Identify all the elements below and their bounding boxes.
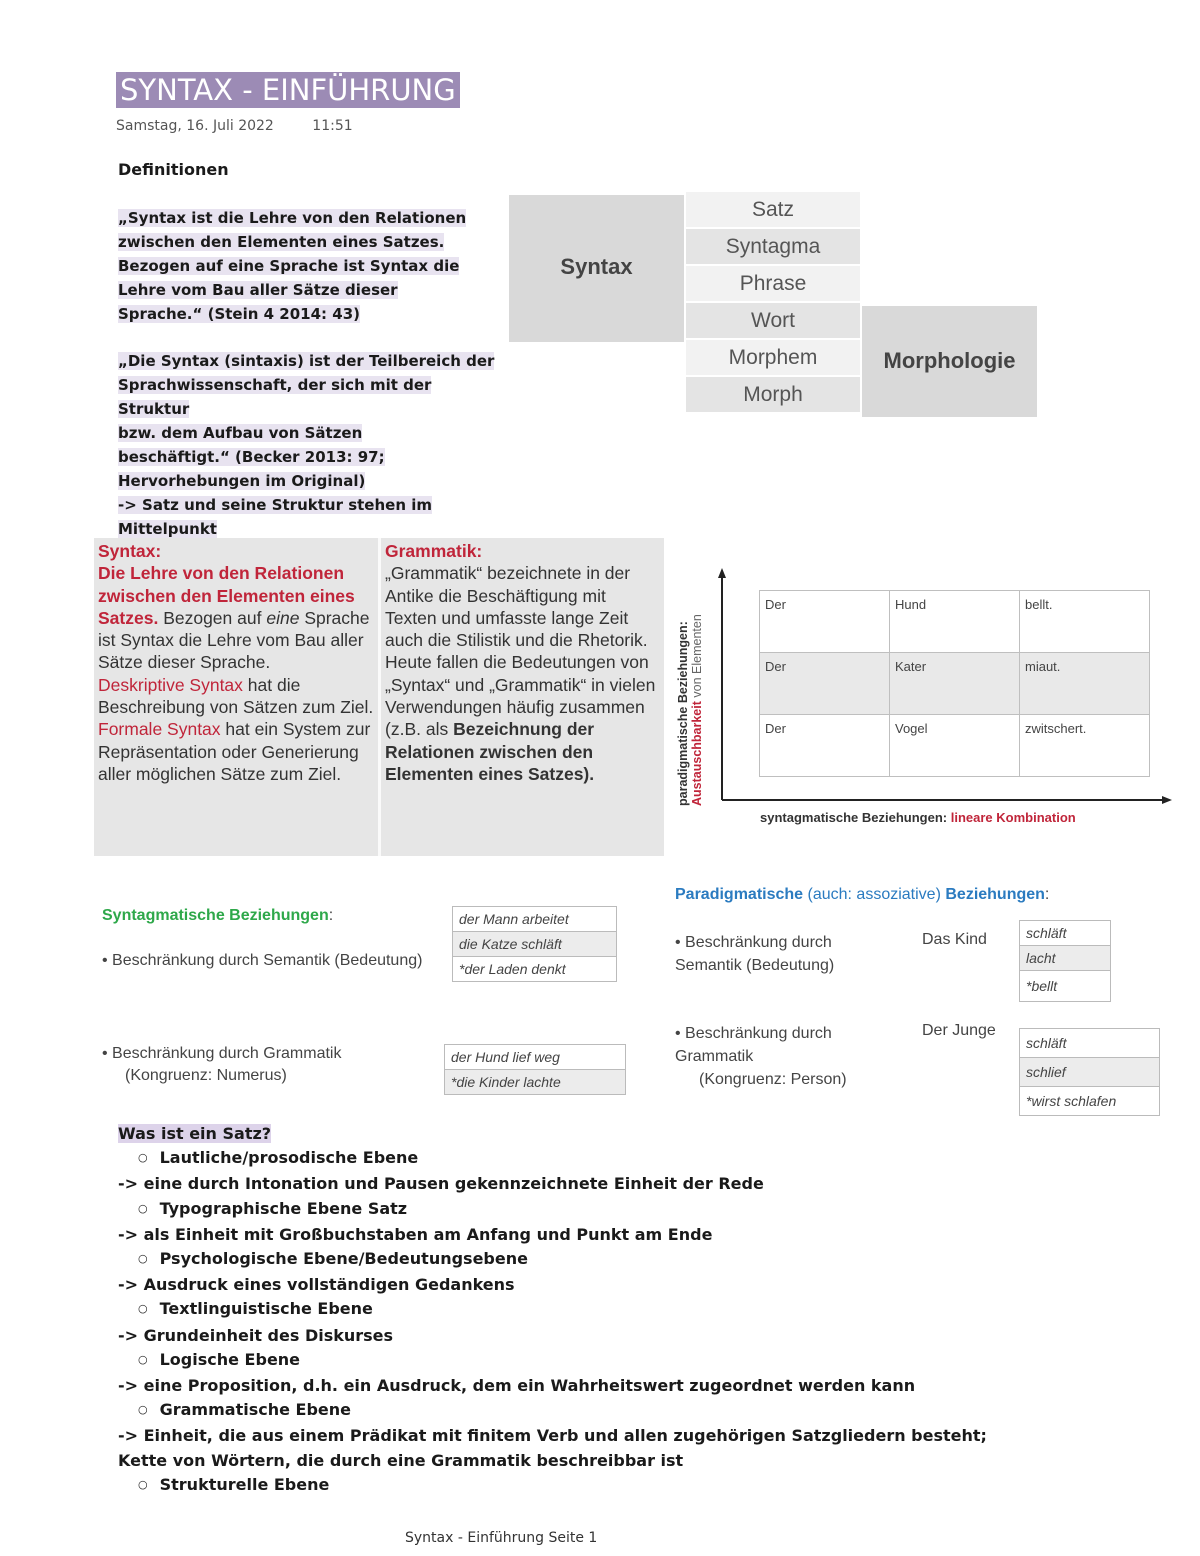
syntagmatic-heading — [102, 907, 333, 925]
paradigmatic-semantic-line2: Semantik (Bedeutung) — [675, 957, 835, 974]
paradigmatic-heading — [675, 886, 1049, 904]
paradigm-cell: Der — [760, 591, 890, 653]
example-cell: die Katze schläft — [453, 932, 617, 957]
paradigmatic-subject-2: Der Junge — [922, 1022, 996, 1039]
level-satz: Satz — [686, 192, 860, 229]
example-cell: schläft — [1020, 1029, 1160, 1058]
quote-line: bzw. dem Aufbau von Sätzen — [118, 424, 363, 442]
info-syntax-p1b: Sprache ist Syntax die Lehre vom Bau aller Sätze dieser Sprache. — [98, 607, 370, 673]
paradigm-cell: Vogel — [890, 715, 1020, 777]
info-box-divider — [378, 538, 381, 856]
paradigmatic-semantic-line1: • Beschränkung durch — [675, 934, 832, 951]
sentence-level-description: Kette von Wörtern, die durch eine Grammatik beschreibbar ist — [118, 1450, 684, 1470]
paradigm-cell: Kater — [890, 653, 1020, 715]
paradigmatic-heading-colon: : — [1044, 886, 1050, 903]
example-cell: *bellt — [1020, 971, 1111, 1002]
sentence-level-item: ○ Logische Ebene — [118, 1348, 1118, 1374]
paradigmatic-grammar-label — [675, 1022, 847, 1091]
syntagmatic-semantic-label: • Beschränkung durch Semantik (Bedeutung) — [102, 952, 423, 969]
page-meta — [116, 118, 387, 134]
sentence-question: Was ist ein Satz? — [118, 1124, 272, 1143]
level-morph: Morph — [686, 377, 860, 414]
paradigmatic-semantic-examples — [1019, 920, 1111, 1002]
example-cell: schläft — [1020, 921, 1111, 946]
quote-line: Sprache.“ (Stein 4 2014: 43) — [118, 305, 360, 323]
quote-line: „Die Syntax (sintaxis) ist der Teilbereich der — [118, 352, 495, 370]
page-footer: Syntax - Einführung Seite 1 — [405, 1530, 598, 1546]
info-syntax-lead: Die Lehre von den Relationen zwischen den Elementen eines Satzes. — [98, 563, 355, 628]
info-grammatik-column — [385, 540, 657, 785]
paradigmatic-heading-c: Beziehungen — [945, 886, 1045, 903]
example-cell: *der Laden denkt — [453, 957, 617, 982]
info-grammatik-head: Grammatik: — [385, 541, 483, 561]
info-grammatik-p1: „Grammatik“ bezeichnete in der Antike die Beschäftigung mit Texten und umfasste lange Zeit auch die Stilistik und die Rhetorik. — [385, 563, 648, 651]
paradigmatic-grammar-examples — [1019, 1028, 1160, 1116]
quote-line: Bezogen auf eine Sprache ist Syntax die — [118, 257, 460, 275]
level-syntagma: Syntagma — [686, 229, 860, 266]
sentence-level-item: ○ Psychologische Ebene/Bedeutungsebene — [118, 1247, 1118, 1273]
quote-line: „Syntax ist die Lehre von den Relationen — [118, 209, 467, 227]
quote-line: -> Satz und seine Struktur stehen im — [118, 496, 432, 514]
quote-line: Mittelpunkt — [118, 520, 217, 538]
paradigm-cell: Hund — [890, 591, 1020, 653]
definition-quote-becker — [118, 349, 498, 541]
syntagmatic-heading-text: Syntagmatische Beziehungen — [102, 907, 329, 924]
info-grammatik-p2: Heute fallen die Bedeutungen von „Syntax“ und „Grammatik“ in vielen Verwendungen häufig zusammen (z.B. als — [385, 652, 656, 740]
info-deskriptive-rest: hat die Beschreibung von Sätzen zum Ziel. — [98, 674, 374, 718]
syntagmatic-heading-colon: : — [328, 907, 334, 924]
example-cell: der Hund lief weg — [445, 1045, 626, 1070]
paradigmatic-grammar-line3: (Kongruenz: Person) — [699, 1071, 847, 1088]
syntagmatic-grammar-label — [102, 1043, 341, 1087]
sentence-level-item: ○ Textlinguistische Ebene — [118, 1297, 1118, 1323]
y-axis-arrow — [718, 568, 726, 578]
quote-line: zwischen den Elementen eines Satzes. — [118, 233, 445, 251]
level-stack — [686, 192, 860, 414]
sentence-level-description: -> eine durch Intonation und Pausen gekennzeichnete Einheit der Rede — [118, 1174, 764, 1194]
example-cell: schlief — [1020, 1058, 1160, 1087]
info-syntax-column — [98, 540, 374, 785]
example-cell: lacht — [1020, 946, 1111, 971]
syntagmatic-semantic-examples — [452, 906, 617, 982]
sentence-level-description: -> als Einheit mit Großbuchstaben am Anfang und Punkt am Ende — [118, 1224, 713, 1244]
info-formale-rest: hat ein System zur Repräsentation oder Generierung aller möglichen Sätze zum Ziel. — [98, 719, 371, 784]
quote-line: Hervorhebungen im Original) — [118, 472, 366, 490]
paradigm-cell: Der — [760, 715, 890, 777]
syntagmatic-grammar-line2: (Kongruenz: Numerus) — [125, 1067, 287, 1084]
paradigm-cell: bellt. — [1020, 591, 1150, 653]
paradigmatic-subject-1: Das Kind — [922, 931, 987, 948]
paradigm-cell: zwitschert. — [1020, 715, 1150, 777]
paradigmatic-semantic-label — [675, 931, 834, 977]
syntax-label: Syntax — [560, 254, 633, 279]
quote-line: beschäftigt.“ (Becker 2013: 97; — [118, 448, 385, 466]
paradigm-row — [760, 715, 1150, 777]
paradigmatic-heading-a: Paradigmatische — [675, 886, 804, 903]
info-deskriptive: Deskriptive Syntax — [98, 674, 243, 695]
sentence-level-description: -> Grundeinheit des Diskurses — [118, 1325, 394, 1345]
paradigmatic-grammar-line2: Grammatik — [675, 1048, 754, 1065]
sentence-level-item: ○ Strukturelle Ebene — [118, 1473, 1118, 1499]
y-label-black: paradigmatische Beziehungen: — [676, 621, 690, 806]
paradigm-row — [760, 591, 1150, 653]
page-date: Samstag, 16. Juli 2022 — [116, 118, 274, 134]
level-phrase: Phrase — [686, 266, 860, 303]
paradigmatic-grammar-line1: • Beschränkung durch — [675, 1025, 832, 1042]
sentence-level-item: ○ Grammatische Ebene — [118, 1398, 1118, 1424]
quote-line: Sprachwissenschaft, der sich mit der Struktur — [118, 376, 432, 418]
info-grammatik-p2b: Bezeichnung der Relationen zwischen den Elementen eines Satzes). — [385, 719, 595, 784]
page-time: 11:51 — [312, 118, 353, 134]
info-syntax-p1a: Bezogen auf — [163, 607, 262, 628]
page-title: SYNTAX - EINFÜHRUNG — [116, 72, 460, 108]
sentence-level-description: -> Einheit, die aus einem Prädikat mit finitem Verb und allen zugehörigen Satzgliedern besteht; — [118, 1426, 987, 1446]
definition-quote-stein — [118, 206, 498, 326]
sentence-section — [118, 1122, 1118, 1499]
level-morphem: Morphem — [686, 340, 860, 377]
syntagmatic-grammar-examples — [444, 1044, 626, 1095]
y-label-grey: von Elementen — [690, 614, 704, 698]
example-cell: der Mann arbeitet — [453, 907, 617, 932]
x-axis-arrow — [1162, 796, 1172, 804]
x-label-red: lineare Kombination — [950, 810, 1076, 825]
example-cell: *die Kinder lachte — [445, 1070, 626, 1095]
syntagmatic-grammar-line1: • Beschränkung durch Grammatik — [102, 1045, 342, 1062]
x-label-black: syntagmatische Beziehungen: — [760, 810, 948, 825]
sentence-level-description: -> eine Proposition, d.h. ein Ausdruck, dem ein Wahrheitswert zugeordnet werden kann — [118, 1376, 916, 1396]
sentence-level-item: ○ Lautliche/prosodische Ebene — [118, 1146, 1118, 1172]
paradigm-table — [759, 590, 1150, 777]
definitions-heading: Definitionen — [118, 160, 229, 179]
sentence-level-description: -> Ausdruck eines vollständigen Gedankens — [118, 1275, 515, 1295]
sentence-level-item: ○ Typographische Ebene Satz — [118, 1197, 1118, 1223]
info-formale: Formale Syntax — [98, 719, 221, 740]
x-axis-label — [760, 810, 1076, 825]
quote-line: Lehre vom Bau aller Sätze dieser — [118, 281, 398, 299]
paradigmatic-heading-b: (auch: assoziative) — [807, 886, 941, 903]
info-syntax-p1em: eine — [266, 607, 300, 628]
morphology-label: Morphologie — [883, 348, 1016, 373]
sentence-levels-list — [118, 1146, 1118, 1499]
y-label-red: Austauschbarkeit — [690, 701, 704, 806]
paradigm-cell: miaut. — [1020, 653, 1150, 715]
paradigm-row — [760, 653, 1150, 715]
level-wort: Wort — [686, 303, 860, 340]
paradigm-cell: Der — [760, 653, 890, 715]
example-cell: *wirst schlafen — [1020, 1087, 1160, 1116]
info-syntax-head: Syntax: — [98, 541, 162, 561]
